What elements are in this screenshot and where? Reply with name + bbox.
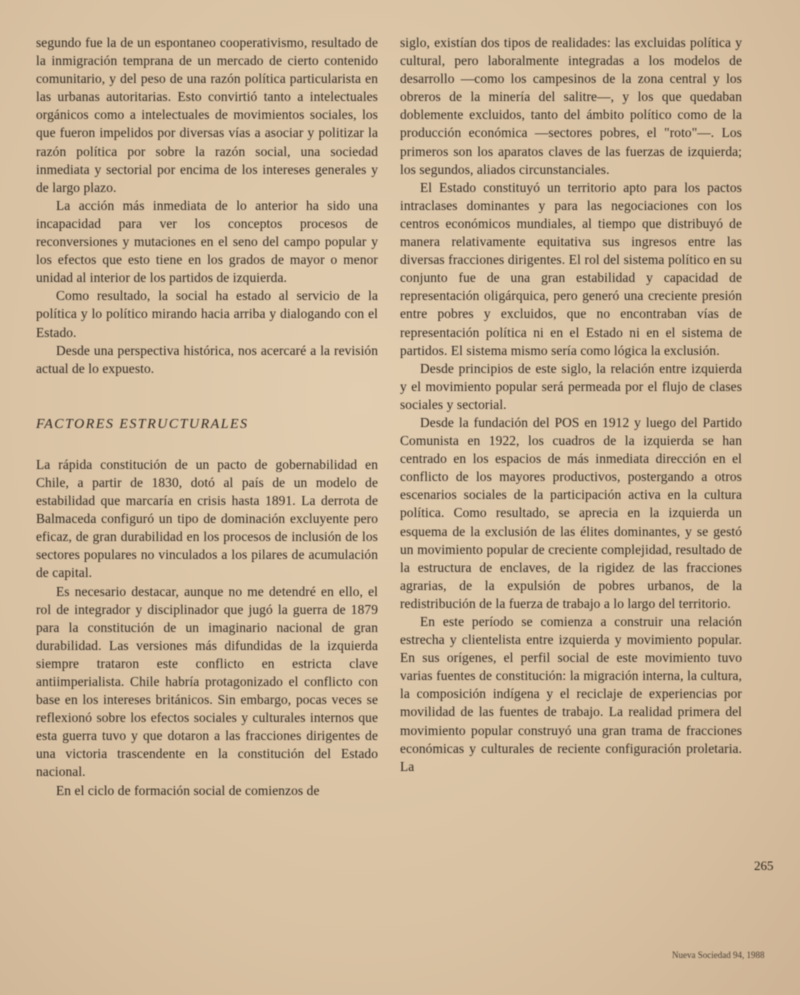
right-column <box>400 34 742 776</box>
left-column <box>36 34 378 800</box>
body-paragraph: La acción más inmediata de lo anterior ha sido una incapacidad para ver los conceptos procesos de reconversiones y mutaciones en el seno del campo popular y los efectos que esto tiene en los grados de mayor o menor unidad al interior de los partidos de izquierda. <box>36 197 378 286</box>
body-paragraph: La rápida constitución de un pacto de gobernabilidad en Chile, a partir de 1830, dotó al país de un modelo de estabilidad que marcaría en crisis hasta 1891. La derrota de Balmaceda configuró un tipo de dominación excluyente pero eficaz, de gran durabilidad en los procesos de inclusión de los sectores populares no vinculados a los pilares de acumulación de capital. <box>36 456 378 581</box>
body-paragraph: En el ciclo de formación social de comienzos de <box>56 782 320 798</box>
body-paragraph: Desde una perspectiva histórica, nos acercaré a la revisión actual de lo expuesto. <box>36 342 378 376</box>
journal-footer: Nueva Sociedad 94, 1988 <box>672 950 765 960</box>
body-paragraph: Es necesario destacar, aunque no me detendré en ello, el rol de integrador y disciplinador que jugó la guerra de 1879 para la constitución de un imaginario nacional de gran durabilidad. Las versiones más difundidas de la izquierda siempre trataron este conflicto en estricta clave antiimperialista. Chile habría protagonizado el conflicto con base en los intereses británicos. Sin embargo, pocas veces se reflexionó sobre los efectos sociales y culturales internos que esta guerra tuvo y que dotaron a las fracciones dirigentes de una victoria trascendente en la constitución del Estado nacional. <box>36 583 378 780</box>
body-paragraph: El Estado constituyó un territorio apto para los pactos intraclases dominantes y para las negociaciones con los centros económicos mundiales, al tiempo que distribuyó de manera relativamente equitativa sus ingresos entre las diversas fracciones dirigentes. El rol del sistema político en su conjunto fue de una gran estabilidad y capacidad de representación oligárquica, pero generó una creciente presión entre pobres y excluidos, que no encontraban vías de representación política ni en el Estado ni en el sistema de partidos. El sistema mismo sería como lógica la exclusión. <box>400 179 742 358</box>
section-heading: FACTORES ESTRUCTURALES <box>36 416 249 432</box>
body-paragraph: Como resultado, la social ha estado al servicio de la política y lo político mirando hacia arriba y dialogando con el Estado. <box>36 288 378 340</box>
body-paragraph: Desde la fundación del POS en 1912 y luego del Partido Comunista en 1922, los cuadros de la izquierda se han centrado en los espacios de más inmediata dirección en el conflicto de los mayores productivos, postergando a otros escenarios sociales de la participación activa en la cultura política. Como resultado, se aprecia en la izquierda un esquema de la exclusión de las élites dominantes, y se gestó un movimiento popular de creciente complejidad, resultado de la estructura de enclaves, de la rigidez de las fracciones agrarias, de la expulsión de pobres urbanos, de la redistribución de la fuerza de trabajo a lo largo del territorio. <box>400 414 742 611</box>
body-paragraph: En este período se comienza a construir una relación estrecha y clientelista entre izquierda y movimiento popular. En sus orígenes, el perfil social de este movimiento tuvo varias fuentes de constitución: la migración interna, la cultura, la composición indígena y el reciclaje de experiencias por movilidad de las fuentes de trabajo. La realidad primera del movimiento popular construyó una gran trama de fracciones económicas y culturales de reciente configuración proletaria. La <box>400 614 742 774</box>
body-paragraph: siglo, existían dos tipos de realidades: las excluidas política y cultural, pero laboralmente integradas a los modelos de desarrollo —como los campesinos de la zona central y los obreros de la minería del salitre—, y los que quedaban doblemente excluidos, tanto del ámbito político como de la producción económica —sectores pobres, el "roto"—. Los primeros son los aparatos claves de las fuerzas de izquierda; los segundos, aliados circunstanciales. <box>400 35 742 177</box>
page-number: 265 <box>754 858 774 873</box>
body-paragraph: segundo fue la de un espontaneo cooperativismo, resultado de la inmigración temprana de un mercado de cierto contenido comunitario, y del peso de una razón política particularista en las urbanas autoritarias. Esto convirtió tanto a intelectuales orgánicos como a intelectuales de movimientos sociales, los que fueron impelidos por diversas vías a asociar y politizar la razón política por sobre la razón social, una sociedad inmediata y sectorial por encima de los intereses generales y de largo plazo. <box>36 35 378 195</box>
body-paragraph: Desde principios de este siglo, la relación entre izquierda y el movimiento popular será permeada por el flujo de clases sociales y sectorial. <box>400 360 742 412</box>
